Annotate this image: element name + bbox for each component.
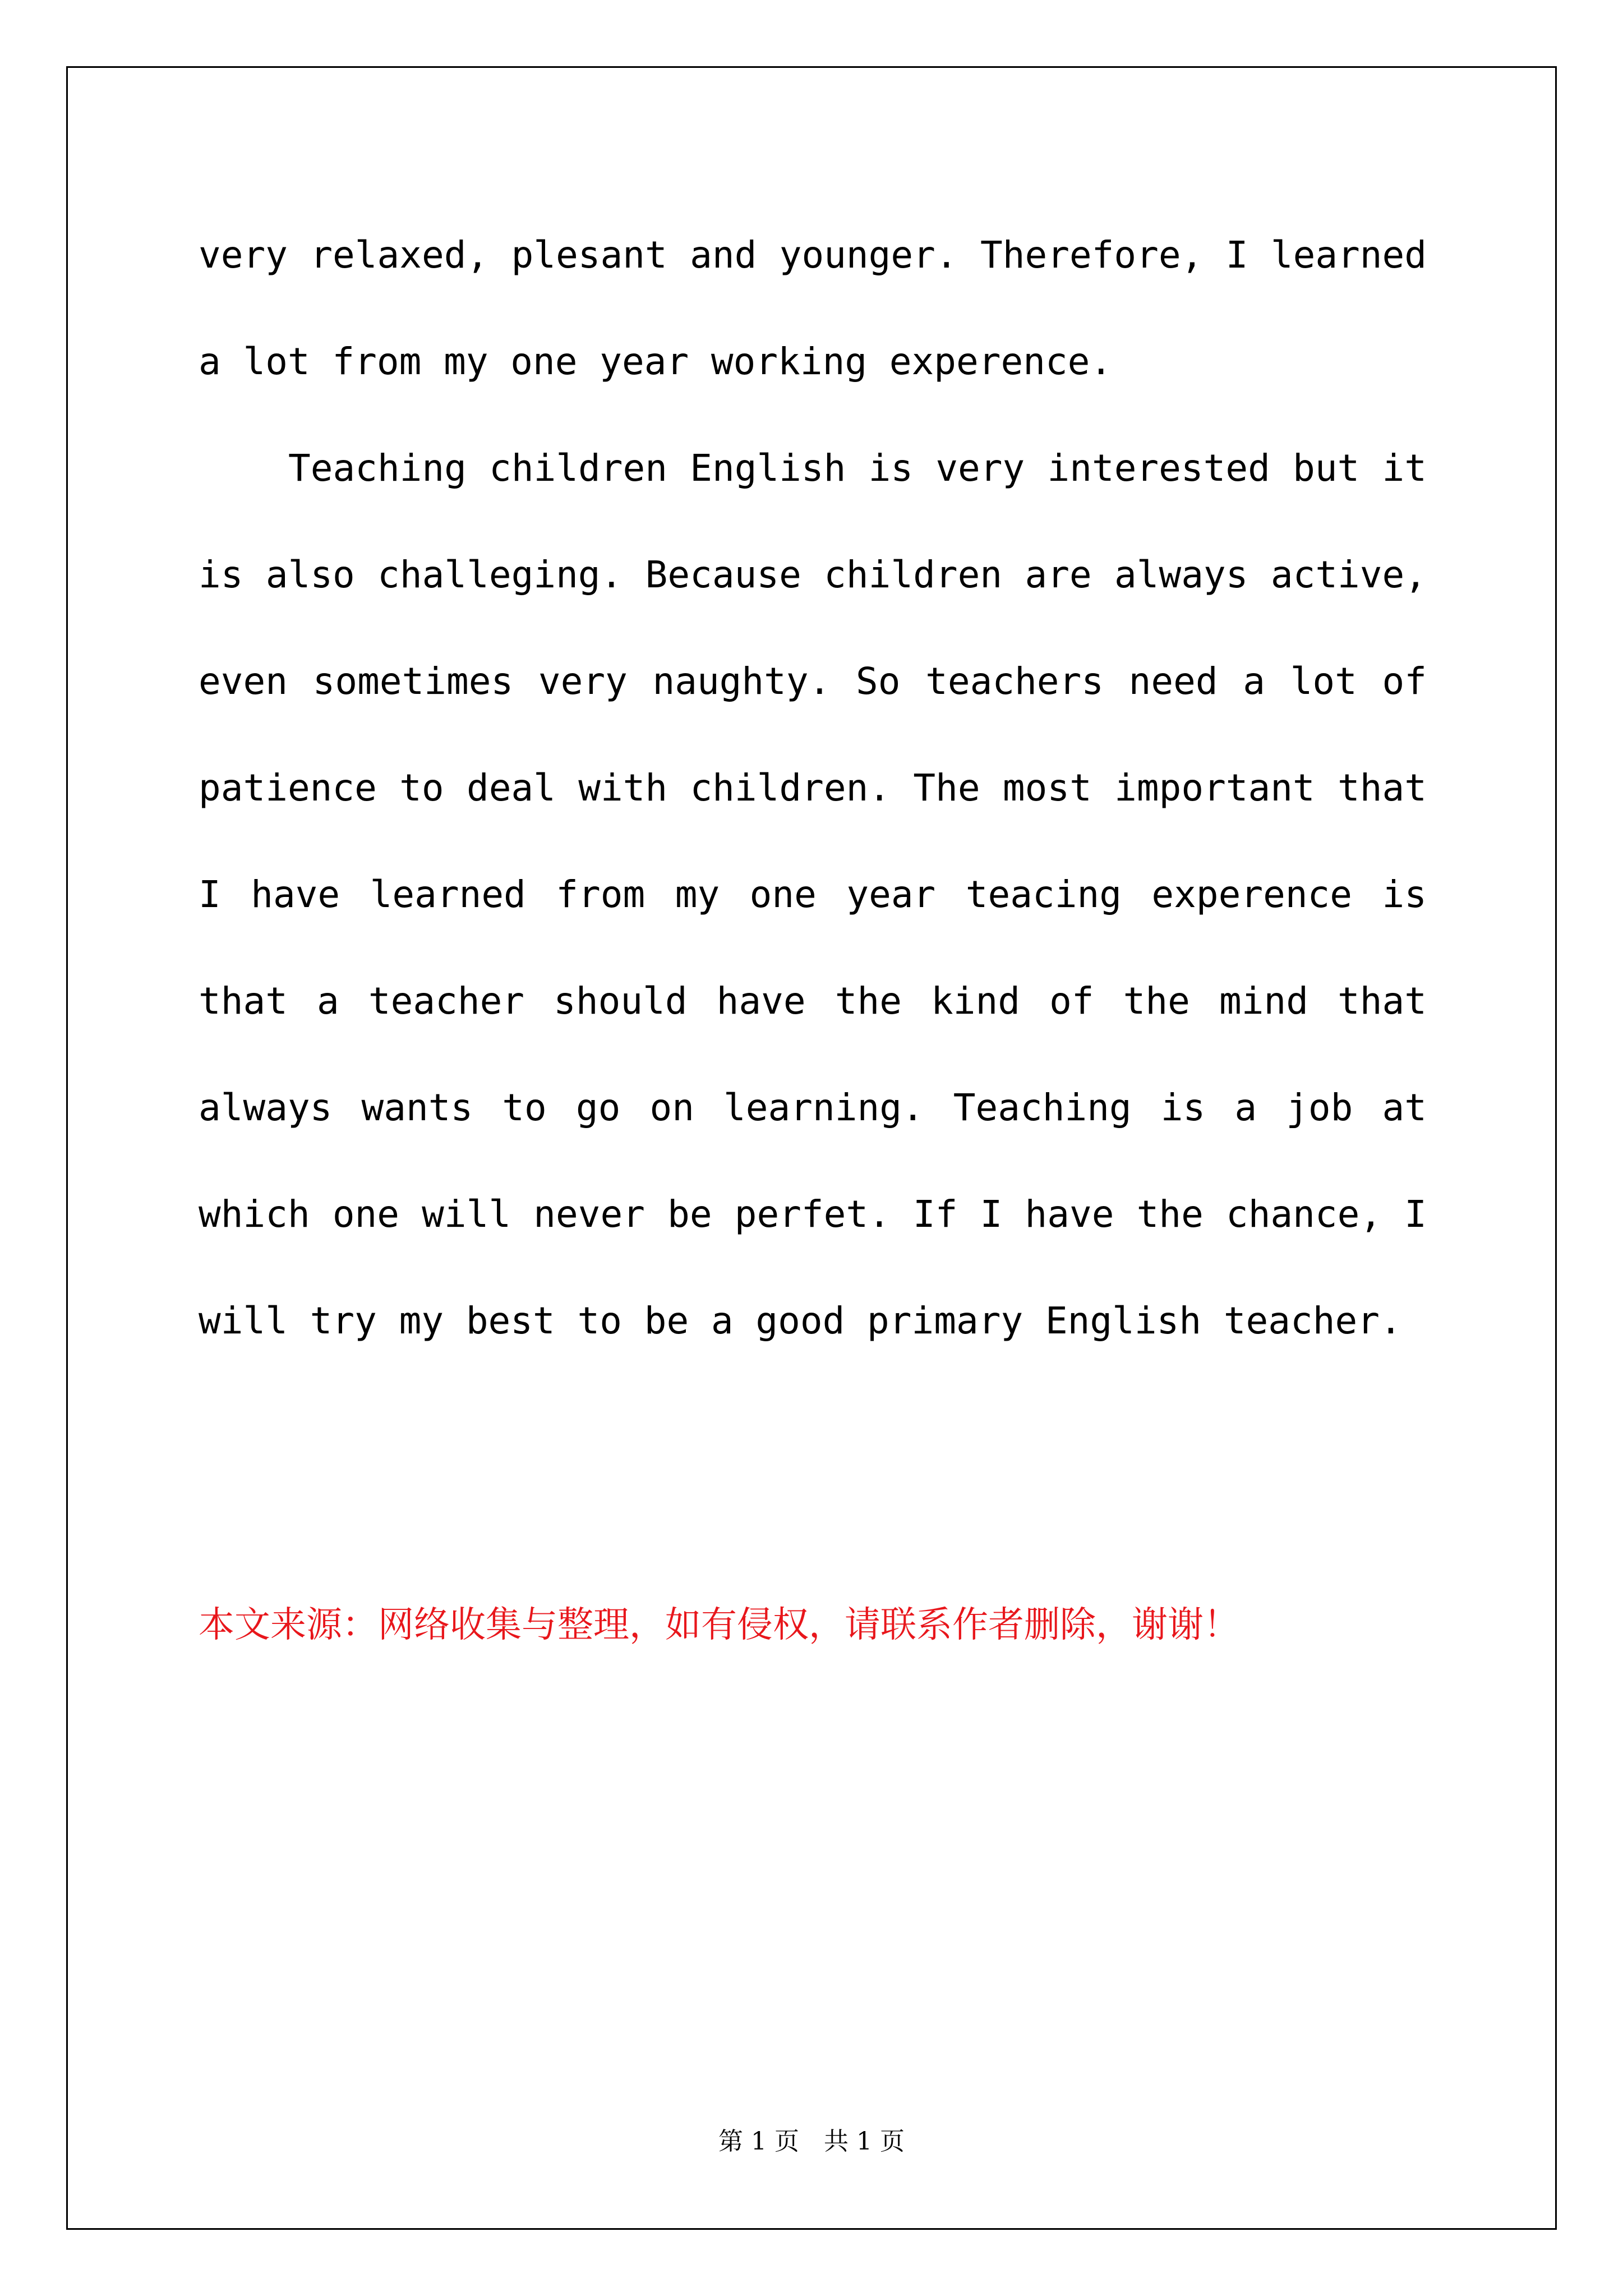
paragraph-2: Teaching children English is very interested but it is also challeging. Because children are always active, even sometimes very naughty. So teachers need a lot of patience to deal with children. The most important that I have learned from my one year teacing experence is that a teacher should have the kind of the mind that always wants to go on learning. Teaching is a job at which one will never be perfet. If I have the chance, I will try my best to be a good primary English teacher.: [199, 447, 1427, 1342]
page-number-footer: 第 1 页 共 1 页: [718, 2127, 905, 2156]
document-body: [199, 202, 1427, 1374]
source-note: 本文来源：网络收集与整理，如有侵权，请联系作者删除，谢谢！: [199, 1604, 1239, 1646]
paragraph-1: very relaxed, plesant and younger. Therefore, I learned a lot from my one year working experence.: [199, 233, 1427, 383]
